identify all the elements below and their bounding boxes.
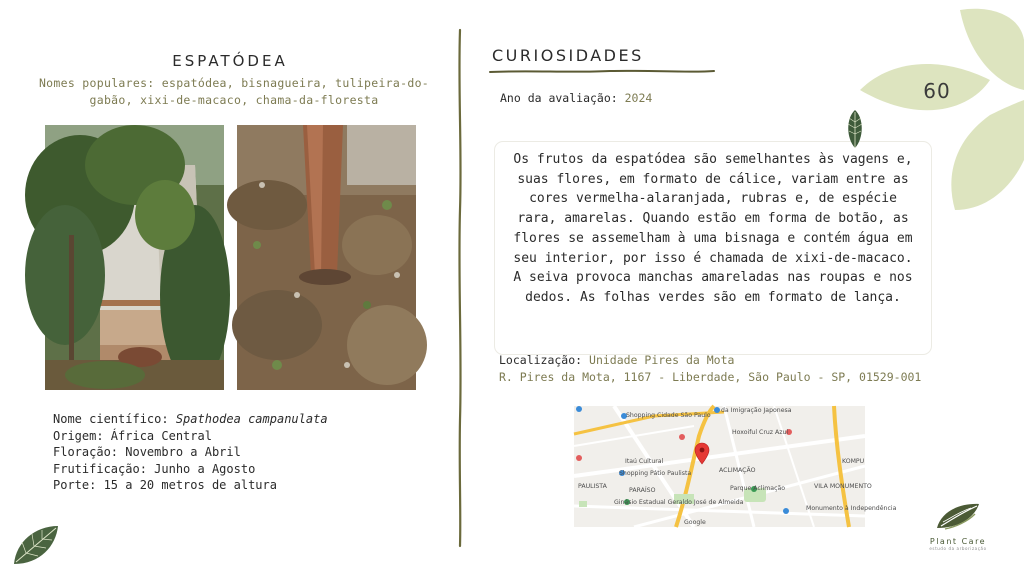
photo-tree-trunk (237, 125, 416, 390)
map-label: PARAÍSO (629, 487, 656, 494)
location-address: R. Pires da Mota, 1167 - Liberdade, São Paulo - SP, 01529-001 (499, 370, 922, 384)
evaluation-year: 2024 (624, 91, 653, 105)
map-label: VILA MONUMENTO (814, 483, 872, 490)
fact-scientific-name: Nome científico: Spathodea campanulata (53, 412, 328, 426)
section-underline (490, 68, 714, 76)
page-number: 60 (923, 79, 951, 103)
curiosities-text: Os frutos da espatódea são semelhantes às vagens e, suas flores, em formato de cálice, variam entre as cores vermelha-alaranjada, rubras e, de espécie rara, amarelas. Quando estão em forma de botão, as flores se assemelham à uma bisnaga e contém água em seu interior, por isso é chamada de xixi-de-macaco. A seiva provoca manchas amareladas nas roupas e nos dedos. As folhas verdes são em formato de lança. (513, 152, 913, 305)
vertical-divider (455, 30, 465, 546)
location-map[interactable] (574, 406, 897, 527)
popular-names: Nomes populares: espatódea, bisnagueira, tulipeira-do-gabão, xixi-de-macaco, chama-da-floresta (38, 76, 430, 107)
map-label: Ginásio Estadual Geraldo José de Almeida (614, 499, 744, 506)
map-label: Google (684, 519, 706, 526)
evaluation-label: Ano da avaliação: (500, 91, 625, 105)
map-label: ACLIMAÇÃO (719, 467, 756, 474)
map-label: Hoxoiful Cruz Azul (732, 429, 789, 436)
fact-origin: Origem: África Central (53, 428, 212, 443)
location-block (499, 352, 921, 386)
location-label: Localização: (499, 353, 590, 367)
evaluation-year-row (500, 91, 652, 105)
map-label: PAULISTA (578, 483, 607, 490)
brand-name: Plant Care (929, 537, 987, 546)
map-label: KOMPU (842, 458, 865, 465)
map-label: Parque Aclimação (730, 485, 786, 492)
brand-leaf-icon (933, 500, 983, 532)
brand-tagline: estudo da arborização (929, 546, 987, 551)
leaf-icon (10, 522, 62, 568)
location-unit: Unidade Pires da Mota (589, 353, 735, 367)
fact-flowering: Floração: Novembro a Abril (53, 445, 241, 459)
species-title: ESPATÓDEA (172, 52, 288, 70)
species-facts (53, 411, 443, 494)
fact-fruiting: Frutificação: Junho a Agosto (53, 461, 256, 476)
map-label: Monumento à Independência (806, 505, 897, 512)
leaf-icon (844, 108, 866, 150)
map-label: Shopping Cidade São Paulo (626, 412, 711, 419)
map-label: Shopping Pátio Paulista (619, 470, 692, 477)
photo-tree-building (45, 125, 224, 390)
map-label: da Imigração Japonesa (721, 407, 792, 414)
brand-logo (918, 500, 998, 560)
section-title: CURIOSIDADES (492, 46, 644, 65)
map-label: Itaú Cultural (625, 458, 664, 465)
location-line (499, 352, 921, 369)
fact-size: Porte: 15 a 20 metros de altura (53, 478, 277, 492)
